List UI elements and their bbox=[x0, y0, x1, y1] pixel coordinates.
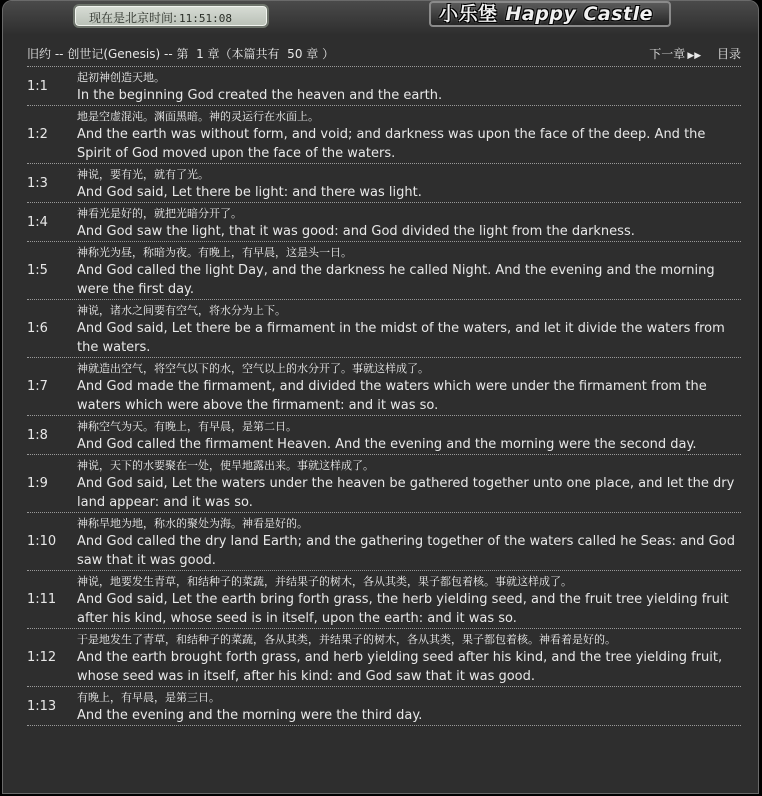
verse-chinese: 地是空虚混沌。渊面黑暗。神的灵运行在水面上。 bbox=[77, 110, 319, 123]
verse-chinese: 神就造出空气，将空气以下的水，空气以上的水分开了。事就这样成了。 bbox=[77, 362, 429, 375]
verse-row bbox=[27, 106, 741, 164]
verse-number: 1:2 bbox=[27, 127, 48, 142]
verse-chinese: 于是地发生了青草，和结种子的菜蔬，各从其类，并结果子的树木，各从其类，果子都包着核。神看着是好的。 bbox=[77, 633, 616, 646]
verse-chinese: 神说，地要发生青草，和结种子的菜蔬，并结果子的树木，各从其类，果子都包着核。事就这样成了。 bbox=[77, 575, 572, 588]
verse-row bbox=[27, 203, 741, 242]
verse-english: And God called the dry land Earth; and the gathering together of the waters called he Seas: and God saw that it was good. bbox=[77, 534, 735, 568]
verse-number: 1:5 bbox=[27, 263, 48, 278]
verse-number: 1:3 bbox=[27, 175, 48, 191]
verse-number: 1:13 bbox=[27, 698, 57, 714]
verse-text bbox=[77, 203, 741, 241]
verse-text bbox=[77, 687, 741, 725]
verse-text bbox=[77, 513, 741, 570]
verse-chinese: 有晚上，有早晨，是第三日。 bbox=[77, 691, 220, 704]
clock-value: 11:51:08 bbox=[179, 12, 233, 25]
verse-row bbox=[27, 242, 741, 300]
verse-english: And the earth was without form, and void; and darkness was upon the face of the deep. And the Spirit of God moved upon the face of the waters. bbox=[77, 127, 706, 161]
next-chapter-label: 下一章 bbox=[649, 47, 686, 61]
verse-english: And the evening and the morning were the third day. bbox=[77, 708, 423, 723]
verse-text bbox=[77, 164, 741, 202]
verse-chinese: 神称空气为天。有晚上，有早晨，是第二日。 bbox=[77, 420, 297, 433]
logo-en: Happy Castle bbox=[505, 3, 653, 25]
verse-number: 1:9 bbox=[27, 476, 48, 491]
verse-text bbox=[77, 455, 741, 512]
verse-chinese: 神说，要有光，就有了光。 bbox=[77, 168, 209, 181]
site-logo[interactable] bbox=[429, 1, 671, 27]
verse-number: 1:6 bbox=[27, 321, 48, 336]
verse-list bbox=[27, 66, 741, 726]
verse-text bbox=[77, 416, 741, 454]
verse-row bbox=[27, 164, 741, 203]
verse-text bbox=[77, 67, 741, 105]
verse-chinese: 神看光是好的，就把光暗分开了。 bbox=[77, 207, 242, 220]
verse-english: And God called the light Day, and the darkness he called Night. And the evening and the morning were the first day. bbox=[77, 263, 715, 297]
verse-number: 1:7 bbox=[27, 379, 48, 394]
logo-cn: 小乐堡 bbox=[439, 3, 498, 25]
clock-panel bbox=[73, 4, 269, 28]
verse-text bbox=[77, 629, 741, 686]
verse-english: And God said, Let there be a firmament in the midst of the waters, and let it divide the waters from the waters. bbox=[77, 321, 725, 355]
verse-row bbox=[27, 629, 741, 687]
verse-number: 1:8 bbox=[27, 427, 48, 443]
verse-english: In the beginning God created the heaven and the earth. bbox=[77, 88, 443, 103]
verse-english: And God said, Let there be light: and there was light. bbox=[77, 185, 422, 200]
verse-english: And God made the firmament, and divided the waters which were under the firmament from the waters which were above the firmament: and it was so. bbox=[77, 379, 707, 413]
verse-chinese: 神说，天下的水要聚在一处，使旱地露出来。事就这样成了。 bbox=[77, 459, 374, 472]
verse-chinese: 神说，诸水之间要有空气，将水分为上下。 bbox=[77, 304, 286, 317]
verse-text bbox=[77, 571, 741, 628]
verse-english: And God saw the light, that it was good: and God divided the light from the darkness. bbox=[77, 224, 635, 239]
verse-row bbox=[27, 300, 741, 358]
toc-link[interactable]: 目录 bbox=[716, 47, 741, 61]
verse-number: 1:1 bbox=[27, 78, 48, 94]
verse-number: 1:11 bbox=[27, 592, 57, 607]
verse-number: 1:10 bbox=[27, 534, 57, 549]
verse-text bbox=[77, 358, 741, 415]
verse-row bbox=[27, 358, 741, 416]
chapter-nav bbox=[27, 45, 741, 63]
time-label: 现在是北京时间: bbox=[89, 11, 178, 25]
testament-link[interactable]: 旧约 bbox=[27, 47, 52, 61]
verse-number: 1:4 bbox=[27, 214, 48, 230]
page-frame bbox=[2, 0, 759, 794]
verse-text bbox=[77, 106, 741, 163]
verse-english: And the earth brought forth grass, and herb yielding seed after his kind, and the tree yielding fruit, whose seed was in itself, after his kind: and God saw that it was good. bbox=[77, 650, 723, 684]
verse-number: 1:12 bbox=[27, 650, 57, 665]
verse-chinese: 起初神创造天地。 bbox=[77, 71, 165, 84]
verse-row bbox=[27, 687, 741, 726]
verse-row bbox=[27, 571, 741, 629]
verse-row bbox=[27, 513, 741, 571]
next-chapter-link[interactable] bbox=[649, 47, 701, 61]
verse-english: And God said, Let the earth bring forth grass, the herb yielding seed, and the fruit tree yielding fruit after his kind, whose seed is in itself, upon the earth: and it was so. bbox=[77, 592, 729, 626]
verse-text bbox=[77, 300, 741, 357]
verse-english: And God called the firmament Heaven. And the evening and the morning were the second day. bbox=[77, 437, 697, 452]
verse-chinese: 神称旱地为地，称水的聚处为海。神看是好的。 bbox=[77, 517, 308, 530]
verse-row bbox=[27, 67, 741, 106]
verse-row bbox=[27, 416, 741, 455]
book-chapter-info: -- 创世记(Genesis) -- 第 1 章（本篇共有 50 章 ） bbox=[54, 47, 335, 61]
verse-english: And God said, Let the waters under the heaven be gathered together unto one place, and let the dry land appear: and it was so. bbox=[77, 476, 735, 510]
double-arrow-right-icon: ▶▶ bbox=[687, 51, 702, 61]
verse-row bbox=[27, 455, 741, 513]
verse-text bbox=[77, 242, 741, 299]
verse-chinese: 神称光为昼，称暗为夜。有晚上，有早晨，这是头一日。 bbox=[77, 246, 352, 259]
